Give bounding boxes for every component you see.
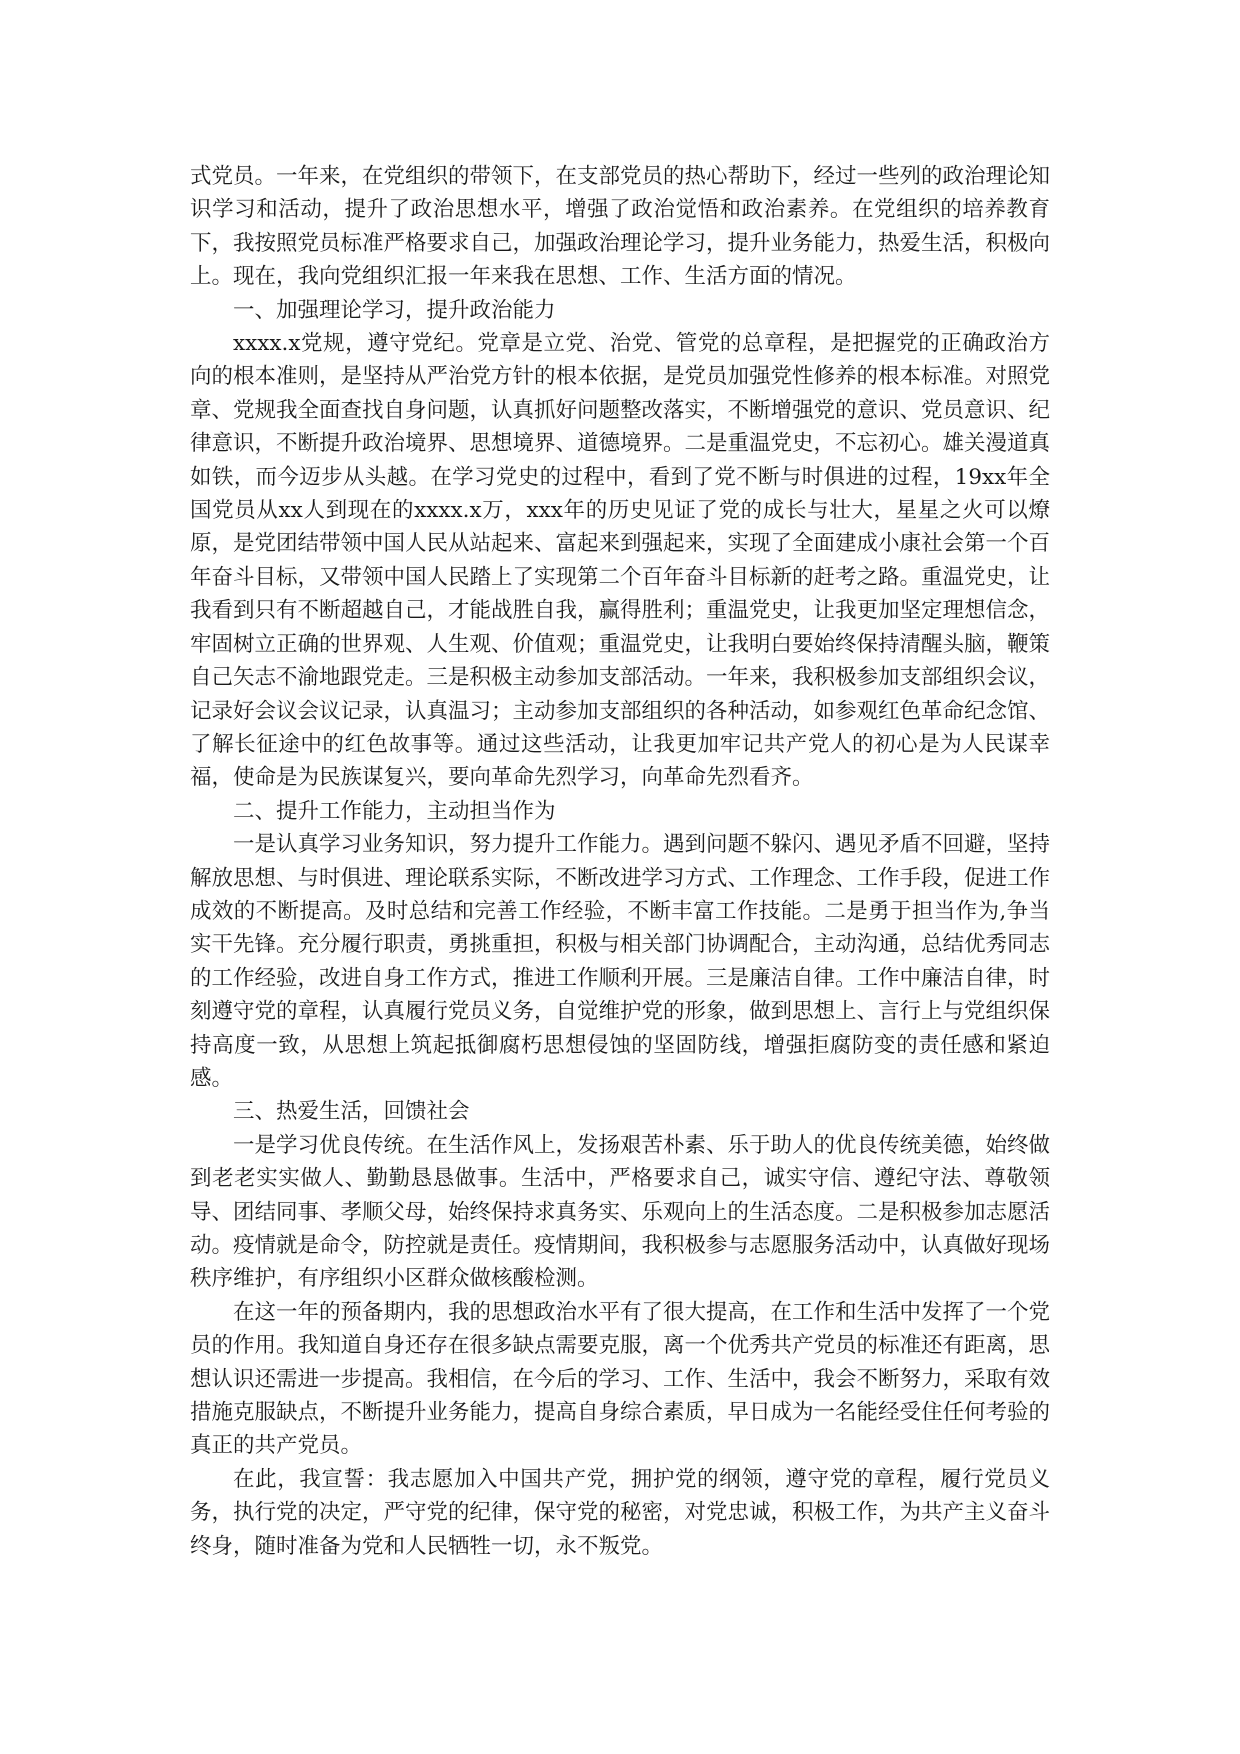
section-heading-work-ability: 二、提升工作能力，主动担当作为 xyxy=(233,798,556,824)
section-heading-theory-study: 一、加强理论学习，提升政治能力 xyxy=(233,297,556,323)
paragraph-intro-continued: 式党员。一年来，在党组织的带领下，在支部党员的热心帮助下，经过一些列的政治理论知识学习和活动，提升了政治思想水平，增强了政治觉悟和政治素养。在党组织的培养教育下，我按照党员标准严格要求自己，加强政治理论学习，提升业务能力，热爱生活，积极向上。现在，我向党组织汇报一年来我在思想、工作、生活方面的情况。 xyxy=(190,164,1051,290)
paragraph-summary: 在这一年的预备期内，我的思想政治水平有了很大提高，在工作和生活中发挥了一个党员的作用。我知道自身还存在很多缺点需要克服，离一个优秀共产党员的标准还有距离，思想认识还需进一步提高。我相信，在今后的学习、工作、生活中，我会不断努力，采取有效措施克服缺点，不断提升业务能力，提高自身综合素质，早日成为一名能经受住任何考验的真正的共产党员。 xyxy=(190,1299,1051,1459)
paragraph-oath: 在此，我宣誓：我志愿加入中国共产党，拥护党的纲领，遵守党的章程，履行党员义务，执行党的决定，严守党的纪律，保守党的秘密，对党忠诚，积极工作，为共产主义奋斗终身，随时准备为党和人民牺牲一切，永不叛党。 xyxy=(190,1466,1051,1559)
paragraph-work-ability: 一是认真学习业务知识，努力提升工作能力。遇到问题不躲闪、遇见矛盾不回避，坚持解放思想、与时俱进、理论联系实际，不断改进学习方式、工作理念、工作手段，促进工作成效的不断提高。及时总结和完善工作经验，不断丰富工作技能。二是勇于担当作为,争当实干先锋。充分履行职责，勇挑重担，积极与相关部门协调配合，主动沟通，总结优秀同志的工作经验，改进自身工作方式，推进工作顺利开展。三是廉洁自律。工作中廉洁自律，时刻遵守党的章程，认真履行党员义务，自觉维护党的形象，做到思想上、言行上与党组织保持高度一致，从思想上筑起抵御腐朽思想侵蚀的坚固防线，增强拒腐防变的责任感和紧迫感。 xyxy=(190,832,1051,1091)
paragraph-theory-study: xxxx.x党规，遵守党纪。党章是立党、治党、管党的总章程，是把握党的正确政治方向的根本准则，是坚持从严治党方针的根本依据，是党员加强党性修养的根本标准。对照党章、党规我全面查找自身问题，认真抓好问题整改落实，不断增强党的意识、党员意识、纪律意识，不断提升政治境界、思想境界、道德境界。二是重温党史，不忘初心。雄关漫道真如铁，而今迈步从头越。在学习党史的过程中，看到了党不断与时俱进的过程，19xx年全国党员从xx人到现在的xxxx.x万，xxx年的历史见证了党的成长与壮大，星星之火可以燎原，是党团结带领中国人民从站起来、富起来到强起来，实现了全面建成小康社会第一个百年奋斗目标，又带领中国人民踏上了实现第二个百年奋斗目标新的赶考之路。重温党史，让我看到只有不断超越自己，才能战胜自我，赢得胜利；重温党史，让我更加坚定理想信念，牢固树立正确的世界观、人生观、价值观；重温党史，让我明白要始终保持清醒头脑，鞭策自己矢志不渝地跟党走。三是积极主动参加支部活动。一年来，我积极参加支部组织会议，记录好会议会议记录，认真温习；主动参加支部组织的各种活动，如参观红色革命纪念馆、了解长征途中的红色故事等。通过这些活动，让我更加牢记共产党人的初心是为人民谋幸福，使命是为民族谋复兴，要向革命先烈学习，向革命先烈看齐。 xyxy=(190,331,1051,791)
document-page xyxy=(190,160,1050,1563)
paragraph-life-society: 一是学习优良传统。在生活作风上，发扬艰苦朴素、乐于助人的优良传统美德，始终做到老老实实做人、勤勤恳恳做事。生活中，严格要求自己，诚实守信、遵纪守法、尊敬领导、团结同事、孝顺父母，始终保持求真务实、乐观向上的生活态度。二是积极参加志愿活动。疫情就是命令，防控就是责任。疫情期间，我积极参与志愿服务活动中，认真做好现场秩序维护，有序组织小区群众做核酸检测。 xyxy=(190,1132,1051,1292)
section-heading-life-society: 三、热爱生活，回馈社会 xyxy=(233,1099,470,1125)
